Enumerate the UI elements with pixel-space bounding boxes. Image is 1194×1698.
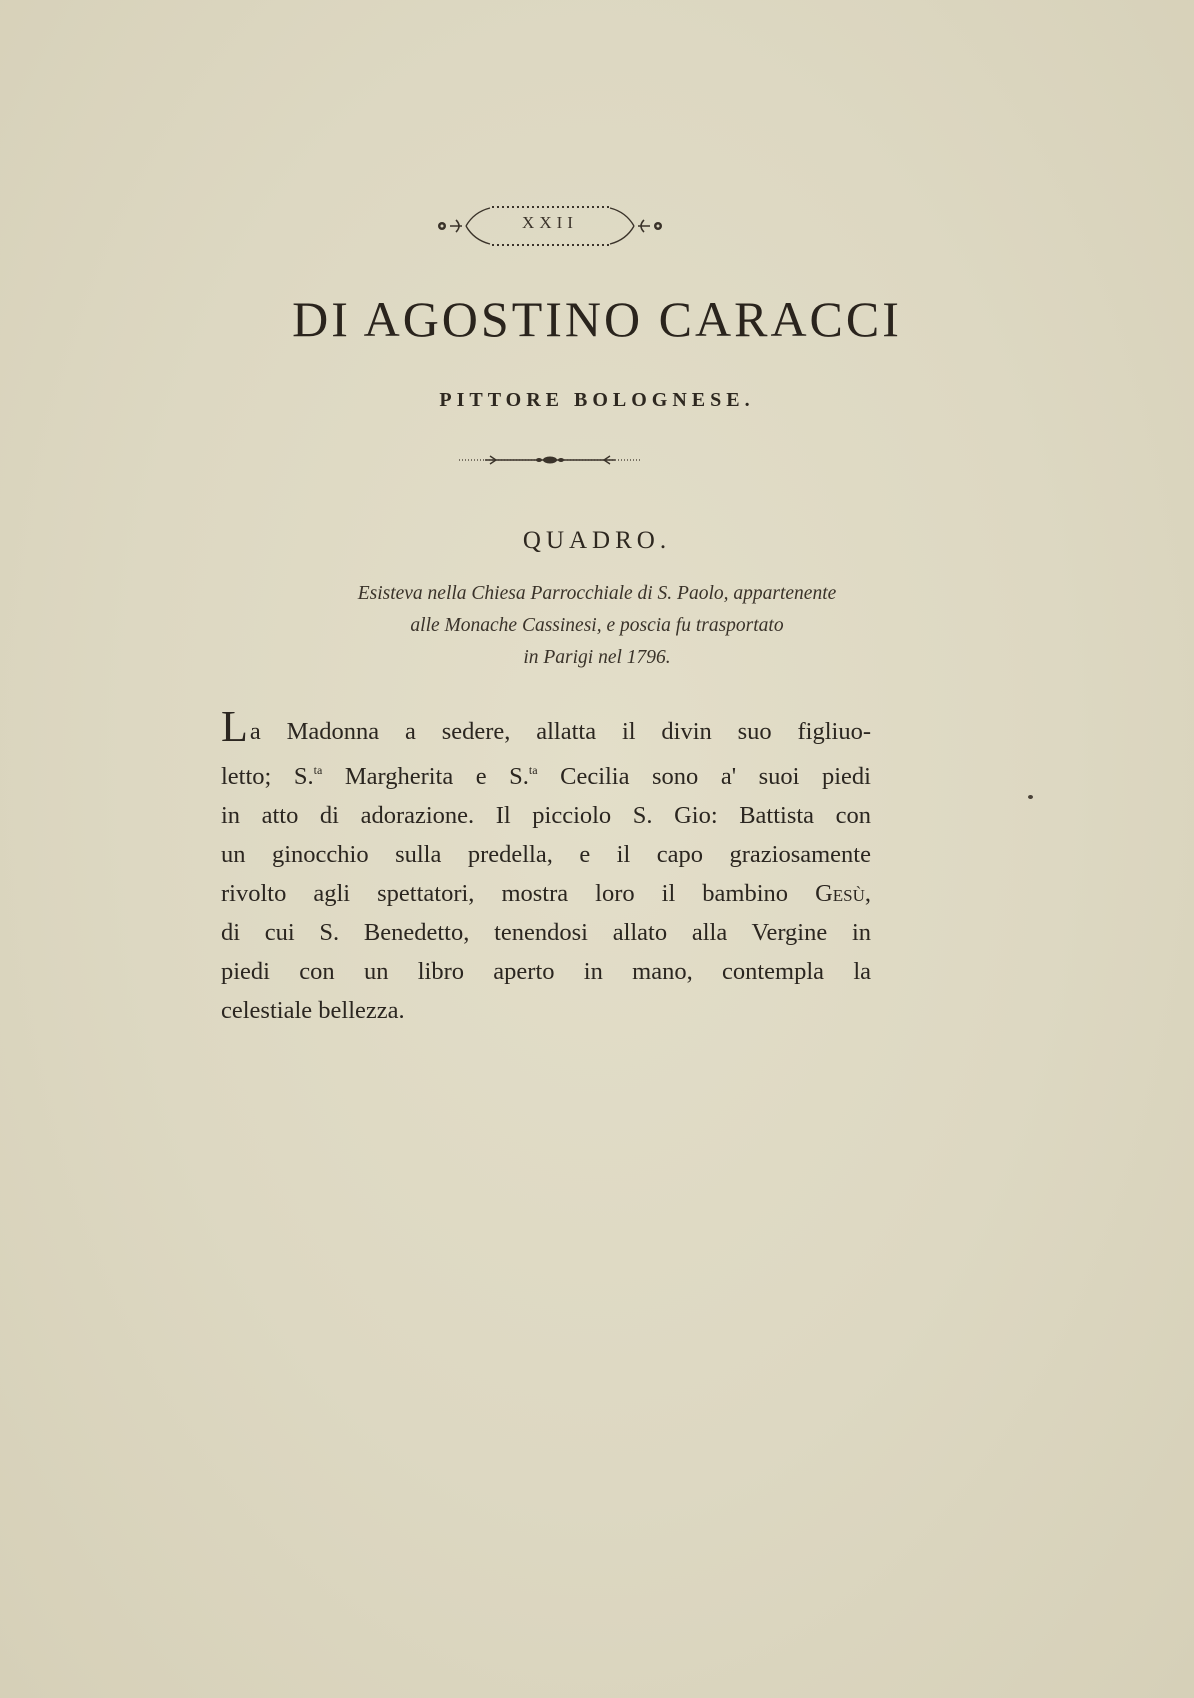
plate-number-ornament	[430, 200, 670, 250]
paragraph-line: celestiale bellezza.	[221, 997, 405, 1024]
paragraph-line: letto; S.$^{ta}$ Margherita e S.$^{ta}$ Cecilia sono a' suoi piedi	[221, 763, 871, 790]
superscript: ta	[528, 763, 538, 777]
section-title: QUADRO.	[522, 527, 672, 554]
provenance-line: in Parigi nel 1796.	[523, 647, 671, 668]
superscript: ta	[313, 763, 323, 777]
paragraph-line: in atto di adorazione. Il picciolo S. Gio: Battista con	[221, 802, 871, 829]
paragraph-line: piedi con un libro aperto in mano, contempla la	[221, 958, 871, 985]
drop-cap: L	[221, 702, 248, 751]
page-subtitle: PITTORE BOLOGNESE.	[439, 389, 755, 411]
provenance-note	[0, 578, 1194, 674]
plate-number: XXII	[522, 213, 578, 232]
provenance-line: Esisteva nella Chiesa Parrocchiale di S. Paolo, appartenente	[357, 583, 837, 604]
divider-ornament-icon	[455, 452, 645, 468]
paragraph-line: rivolto agli spettatori, mostra loro il bambino Gesù,	[221, 880, 871, 907]
description-paragraph	[221, 702, 871, 1030]
small-caps-name: Gesù	[815, 880, 865, 907]
paragraph-line: La Madonna a sedere, allatta il divin suo figliuo-	[221, 702, 871, 751]
page-title: DI AGOSTINO CARACCI	[292, 291, 902, 347]
paper-spot	[1028, 795, 1033, 799]
paragraph-line: di cui S. Benedetto, tenendosi allato alla Vergine in	[221, 919, 871, 946]
provenance-line: alle Monache Cassinesi, e poscia fu trasportato	[410, 615, 784, 636]
paragraph-line: un ginocchio sulla predella, e il capo graziosamente	[221, 841, 871, 868]
